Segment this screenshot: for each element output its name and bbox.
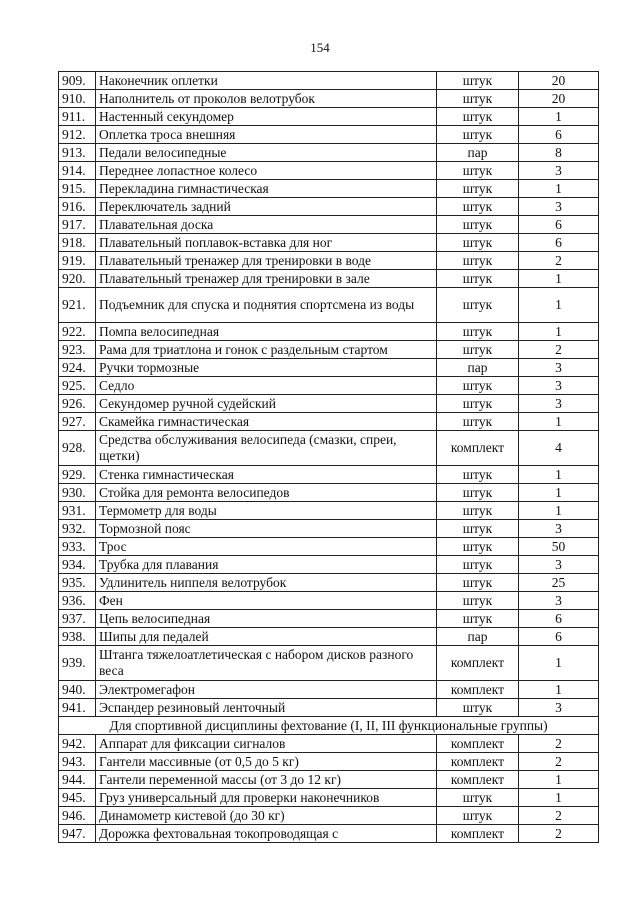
item-quantity: 1 (519, 681, 599, 699)
item-quantity: 3 (519, 395, 599, 413)
item-name: Электромегафон (96, 681, 437, 699)
item-number: 934. (59, 556, 96, 574)
item-quantity: 3 (519, 520, 599, 538)
item-quantity: 6 (519, 234, 599, 252)
item-number: 929. (59, 466, 96, 484)
item-unit: комплект (437, 431, 519, 466)
item-quantity: 8 (519, 144, 599, 162)
table-row (59, 126, 599, 144)
item-number: 945. (59, 789, 96, 807)
table-row (59, 484, 599, 502)
item-name: Наполнитель от проколов велотрубок (96, 90, 437, 108)
item-unit: комплект (437, 735, 519, 753)
table-row (59, 753, 599, 771)
table-row (59, 252, 599, 270)
item-unit: пар (437, 628, 519, 646)
item-quantity: 3 (519, 699, 599, 717)
item-unit: штук (437, 180, 519, 198)
item-number: 917. (59, 216, 96, 234)
table-row (59, 681, 599, 699)
item-quantity: 3 (519, 359, 599, 377)
item-quantity: 1 (519, 466, 599, 484)
item-quantity: 2 (519, 252, 599, 270)
item-unit: комплект (437, 753, 519, 771)
item-name: Плавательный поплавок-вставка для ног (96, 234, 437, 252)
item-number: 937. (59, 610, 96, 628)
item-name: Плавательный тренажер для тренировки в зале (96, 270, 437, 288)
item-unit: штук (437, 807, 519, 825)
item-number: 931. (59, 502, 96, 520)
table-row (59, 341, 599, 359)
item-unit: комплект (437, 681, 519, 699)
item-unit: штук (437, 395, 519, 413)
item-quantity: 1 (519, 108, 599, 126)
item-number: 910. (59, 90, 96, 108)
item-number: 927. (59, 413, 96, 431)
item-unit: штук (437, 234, 519, 252)
item-unit: штук (437, 108, 519, 126)
table-row (59, 502, 599, 520)
table-row (59, 807, 599, 825)
item-name: Трубка для плавания (96, 556, 437, 574)
item-quantity: 25 (519, 574, 599, 592)
item-number: 932. (59, 520, 96, 538)
item-unit: штук (437, 520, 519, 538)
item-number: 915. (59, 180, 96, 198)
table-row (59, 699, 599, 717)
table-row (59, 270, 599, 288)
item-number: 923. (59, 341, 96, 359)
item-unit: комплект (437, 771, 519, 789)
item-name: Динамометр кистевой (до 30 кг) (96, 807, 437, 825)
table-row (59, 520, 599, 538)
item-quantity: 2 (519, 753, 599, 771)
item-name: Цепь велосипедная (96, 610, 437, 628)
item-name: Оплетка троса внешняя (96, 126, 437, 144)
item-number: 919. (59, 252, 96, 270)
table-row (59, 162, 599, 180)
item-unit: комплект (437, 646, 519, 681)
table-row (59, 144, 599, 162)
item-name: Наконечник оплетки (96, 72, 437, 90)
item-unit: штук (437, 270, 519, 288)
item-name: Удлинитель ниппеля велотрубок (96, 574, 437, 592)
table-row (59, 610, 599, 628)
item-unit: штук (437, 323, 519, 341)
table-row (59, 395, 599, 413)
item-name: Стенка гимнастическая (96, 466, 437, 484)
item-quantity: 20 (519, 72, 599, 90)
item-number: 924. (59, 359, 96, 377)
item-name: Гантели массивные (от 0,5 до 5 кг) (96, 753, 437, 771)
item-number: 946. (59, 807, 96, 825)
item-number: 926. (59, 395, 96, 413)
item-unit: штук (437, 72, 519, 90)
item-name: Штанга тяжелоатлетическая с набором дисков разного веса (96, 646, 437, 681)
item-quantity: 6 (519, 628, 599, 646)
item-quantity: 1 (519, 502, 599, 520)
item-number: 928. (59, 431, 96, 466)
item-number: 944. (59, 771, 96, 789)
item-quantity: 1 (519, 646, 599, 681)
item-name: Дорожка фехтовальная токопроводящая с (96, 825, 437, 843)
equipment-table (58, 71, 599, 843)
item-number: 925. (59, 377, 96, 395)
item-name: Подъемник для спуска и поднятия спортсмена из воды (96, 288, 437, 323)
item-quantity: 2 (519, 825, 599, 843)
table-row (59, 646, 599, 681)
item-unit: штук (437, 90, 519, 108)
item-number: 918. (59, 234, 96, 252)
item-name: Скамейка гимнастическая (96, 413, 437, 431)
item-name: Рама для триатлона и гонок с раздельным стартом (96, 341, 437, 359)
table-row (59, 72, 599, 90)
item-number: 943. (59, 753, 96, 771)
item-quantity: 2 (519, 735, 599, 753)
item-name: Стойка для ремонта велосипедов (96, 484, 437, 502)
item-unit: штук (437, 484, 519, 502)
item-name: Плавательный тренажер для тренировки в воде (96, 252, 437, 270)
item-unit: штук (437, 789, 519, 807)
table-row (59, 234, 599, 252)
item-unit: штук (437, 466, 519, 484)
table-row (59, 538, 599, 556)
item-name: Перекладина гимнастическая (96, 180, 437, 198)
item-name: Тормозной пояс (96, 520, 437, 538)
item-quantity: 50 (519, 538, 599, 556)
item-unit: штук (437, 252, 519, 270)
table-row (59, 825, 599, 843)
item-quantity: 1 (519, 323, 599, 341)
item-name: Средства обслуживания велосипеда (смазки, спреи, щетки) (96, 431, 437, 466)
table-row (59, 323, 599, 341)
item-quantity: 6 (519, 126, 599, 144)
item-unit: штук (437, 502, 519, 520)
item-name: Плавательная доска (96, 216, 437, 234)
equipment-table-body (59, 72, 599, 843)
item-quantity: 3 (519, 198, 599, 216)
item-name: Ручки тормозные (96, 359, 437, 377)
item-quantity: 1 (519, 180, 599, 198)
item-quantity: 1 (519, 484, 599, 502)
item-unit: штук (437, 556, 519, 574)
item-name: Гантели переменной массы (от 3 до 12 кг) (96, 771, 437, 789)
table-row (59, 556, 599, 574)
item-name: Шипы для педалей (96, 628, 437, 646)
item-number: 939. (59, 646, 96, 681)
item-unit: штук (437, 699, 519, 717)
item-quantity: 3 (519, 556, 599, 574)
item-number: 916. (59, 198, 96, 216)
item-unit: штук (437, 341, 519, 359)
item-name: Термометр для воды (96, 502, 437, 520)
item-number: 947. (59, 825, 96, 843)
item-number: 930. (59, 484, 96, 502)
item-unit: пар (437, 144, 519, 162)
table-row (59, 574, 599, 592)
item-number: 909. (59, 72, 96, 90)
item-unit: штук (437, 162, 519, 180)
item-unit: штук (437, 198, 519, 216)
item-quantity: 1 (519, 413, 599, 431)
item-name: Педали велосипедные (96, 144, 437, 162)
item-number: 912. (59, 126, 96, 144)
item-name: Трос (96, 538, 437, 556)
item-quantity: 1 (519, 771, 599, 789)
table-row (59, 359, 599, 377)
item-unit: комплект (437, 825, 519, 843)
table-row (59, 108, 599, 126)
item-name: Переключатель задний (96, 198, 437, 216)
table-row (59, 413, 599, 431)
item-number: 920. (59, 270, 96, 288)
item-number: 936. (59, 592, 96, 610)
item-number: 914. (59, 162, 96, 180)
item-number: 911. (59, 108, 96, 126)
item-name: Переднее лопастное колесо (96, 162, 437, 180)
item-quantity: 6 (519, 216, 599, 234)
item-unit: штук (437, 592, 519, 610)
item-number: 940. (59, 681, 96, 699)
item-name: Настенный секундомер (96, 108, 437, 126)
item-unit: штук (437, 413, 519, 431)
item-number: 921. (59, 288, 96, 323)
item-quantity: 1 (519, 288, 599, 323)
table-row (59, 377, 599, 395)
item-quantity: 1 (519, 789, 599, 807)
item-unit: штук (437, 574, 519, 592)
item-number: 942. (59, 735, 96, 753)
section-header: Для спортивной дисциплины фехтование (I, II, III функциональные группы) (59, 717, 599, 735)
item-quantity: 20 (519, 90, 599, 108)
table-row (59, 466, 599, 484)
table-row (59, 592, 599, 610)
section-header-row (59, 717, 599, 735)
item-number: 935. (59, 574, 96, 592)
item-name: Помпа велосипедная (96, 323, 437, 341)
item-number: 941. (59, 699, 96, 717)
item-unit: штук (437, 610, 519, 628)
item-name: Седло (96, 377, 437, 395)
item-number: 933. (59, 538, 96, 556)
item-name: Эспандер резиновый ленточный (96, 699, 437, 717)
item-quantity: 6 (519, 610, 599, 628)
table-row (59, 789, 599, 807)
item-number: 938. (59, 628, 96, 646)
table-row (59, 198, 599, 216)
item-number: 913. (59, 144, 96, 162)
item-unit: штук (437, 288, 519, 323)
table-row (59, 628, 599, 646)
table-row (59, 288, 599, 323)
item-name: Груз универсальный для проверки наконечников (96, 789, 437, 807)
item-quantity: 3 (519, 592, 599, 610)
item-quantity: 3 (519, 162, 599, 180)
item-quantity: 2 (519, 341, 599, 359)
table-row (59, 735, 599, 753)
item-unit: штук (437, 538, 519, 556)
table-row (59, 90, 599, 108)
item-quantity: 4 (519, 431, 599, 466)
item-unit: пар (437, 359, 519, 377)
item-name: Секундомер ручной судейский (96, 395, 437, 413)
item-quantity: 3 (519, 377, 599, 395)
item-name: Фен (96, 592, 437, 610)
item-unit: штук (437, 126, 519, 144)
item-unit: штук (437, 377, 519, 395)
item-unit: штук (437, 216, 519, 234)
item-name: Аппарат для фиксации сигналов (96, 735, 437, 753)
item-number: 922. (59, 323, 96, 341)
item-quantity: 2 (519, 807, 599, 825)
table-row (59, 216, 599, 234)
table-row (59, 771, 599, 789)
page-number: 154 (310, 40, 330, 55)
table-row (59, 431, 599, 466)
table-row (59, 180, 599, 198)
item-quantity: 1 (519, 270, 599, 288)
